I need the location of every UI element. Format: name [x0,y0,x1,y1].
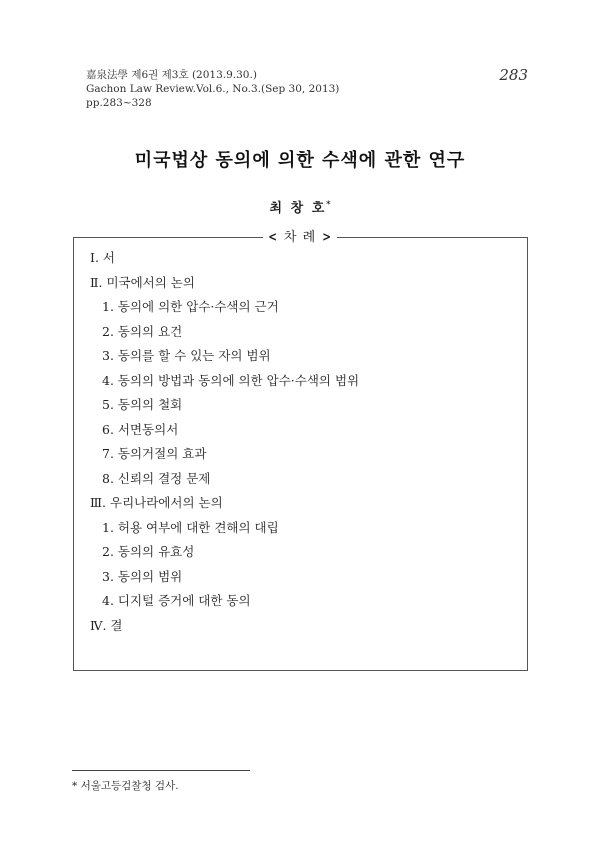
toc-subsection: 1. 동의에 의한 압수·수색의 근거 [102,299,279,314]
author-name: 최 창 호 [269,201,327,216]
toc-subsection: 2. 동의의 유효성 [102,544,195,559]
journal-header-line-3: pp.283~328 [86,97,152,109]
caption-right-bracket: > [322,230,332,245]
journal-header [86,68,339,110]
table-of-contents-caption [263,228,337,248]
toc-section: Ⅱ. 미국에서의 논의 [90,274,195,290]
footnote-divider [72,770,250,771]
toc-subsection: 4. 동의의 방법과 동의에 의한 압수·수색의 범위 [102,372,360,388]
toc-subsection: 5. 동의의 철회 [102,397,183,412]
author-footnote-marker: * [326,198,331,209]
toc-subsection: 4. 디지털 증거에 대한 동의 [102,593,251,608]
toc-subsection: 3. 동의를 할 수 있는 자의 범위 [102,348,271,363]
toc-subsection: 7. 동의거절의 효과 [102,446,207,461]
caption-text: 차 례 [283,230,317,245]
footnote: * 서울고등검찰청 검사. [72,780,179,792]
toc-section: Ⅲ. 우리나라에서의 논의 [90,495,223,510]
toc-section: Ⅰ. 서 [90,250,115,265]
toc-section: Ⅳ. 결 [90,617,123,633]
toc-subsection: 6. 서면동의서 [102,421,179,437]
toc-subsection: 1. 허용 여부에 대한 견해의 대립 [102,519,279,535]
page-number: 283 [499,66,528,84]
journal-header-line-2: Gachon Law Review.Vol.6., No.3.(Sep 30, 2013) [86,83,340,95]
toc-subsection: 8. 신뢰의 결정 문제 [102,470,211,486]
journal-header-line-1: 嘉泉法學 제6권 제3호 (2013.9.30.) [86,69,257,81]
toc-subsection: 2. 동의의 요건 [102,323,183,339]
author [0,197,600,216]
toc-subsection: 3. 동의의 범위 [102,568,183,584]
paper-title: 미국법상 동의에 의한 수색에 관한 연구 [134,150,466,171]
caption-left-bracket: < [268,230,278,245]
table-of-contents-list [90,250,359,642]
